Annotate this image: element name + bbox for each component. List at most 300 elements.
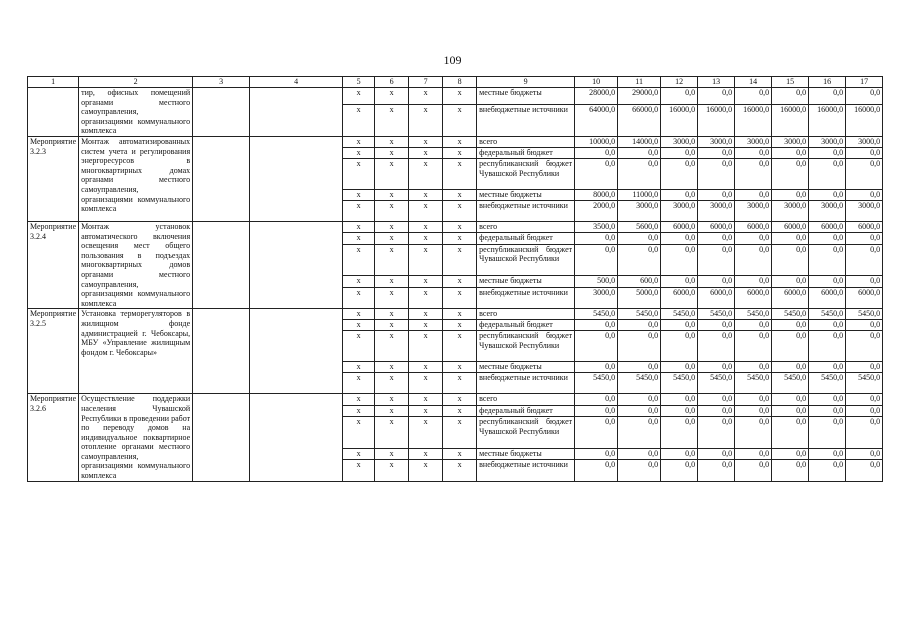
value-cell: 5450,0 [809, 373, 846, 394]
value-cell: 5450,0 [698, 309, 735, 320]
column-header: 10 [575, 77, 618, 88]
table-row [28, 309, 883, 320]
value-cell: 0,0 [735, 331, 772, 362]
code-mark-cell: x [409, 394, 443, 405]
value-cell: 0,0 [661, 460, 698, 482]
value-cell: 0,0 [698, 233, 735, 244]
funding-source-cell: республиканский бюджет Чувашской Республики [477, 416, 575, 448]
empty-cell [250, 88, 343, 137]
value-cell: 0,0 [698, 448, 735, 459]
value-cell: 0,0 [809, 158, 846, 189]
value-cell: 6000,0 [698, 287, 735, 309]
empty-cell [250, 136, 343, 221]
value-cell: 0,0 [661, 276, 698, 287]
funding-source-cell: местные бюджеты [477, 88, 575, 105]
value-cell: 0,0 [575, 244, 618, 276]
value-cell: 0,0 [809, 448, 846, 459]
code-mark-cell: x [343, 331, 375, 362]
code-mark-cell: x [375, 331, 409, 362]
code-mark-cell: x [409, 233, 443, 244]
empty-cell [250, 221, 343, 308]
description-cell: Осуществление поддержки населения Чувашской Республики в проведении работ по переводу домов на индивидуальное поквартирное отопление органами местного самоуправления, организациями коммунального комплекса [79, 394, 193, 481]
value-cell: 0,0 [735, 244, 772, 276]
column-header: 1 [28, 77, 79, 88]
value-cell: 0,0 [772, 158, 809, 189]
table-body [28, 77, 883, 482]
description-cell: Монтаж установок автоматического включения освещения мест общего пользования в подъездах многоквартирных домов органами местного самоуправления, организациями коммунального комплекса [79, 221, 193, 308]
column-header: 4 [250, 77, 343, 88]
code-mark-cell: x [443, 276, 477, 287]
value-cell: 0,0 [698, 405, 735, 416]
value-cell: 0,0 [846, 158, 883, 189]
value-cell: 6000,0 [661, 287, 698, 309]
value-cell: 500,0 [575, 276, 618, 287]
code-mark-cell: x [375, 189, 409, 200]
value-cell: 0,0 [735, 416, 772, 448]
value-cell: 0,0 [661, 362, 698, 373]
value-cell: 0,0 [846, 88, 883, 105]
value-cell: 0,0 [772, 233, 809, 244]
value-cell: 5450,0 [846, 309, 883, 320]
value-cell: 0,0 [698, 158, 735, 189]
funding-source-cell: республиканский бюджет Чувашской Республики [477, 331, 575, 362]
column-header: 8 [443, 77, 477, 88]
value-cell: 0,0 [809, 276, 846, 287]
code-mark-cell: x [343, 362, 375, 373]
value-cell: 16000,0 [735, 104, 772, 136]
code-mark-cell: x [409, 460, 443, 482]
column-header: 13 [698, 77, 735, 88]
value-cell: 5450,0 [809, 309, 846, 320]
empty-cell [193, 394, 250, 481]
code-mark-cell: x [443, 158, 477, 189]
code-mark-cell: x [343, 158, 375, 189]
code-mark-cell: x [343, 233, 375, 244]
code-mark-cell: x [375, 362, 409, 373]
code-mark-cell: x [443, 309, 477, 320]
column-header: 16 [809, 77, 846, 88]
column-header: 17 [846, 77, 883, 88]
event-cell: Мероприятие 3.2.5 [28, 309, 79, 394]
funding-source-cell: республиканский бюджет Чувашской Республики [477, 158, 575, 189]
value-cell: 5450,0 [772, 373, 809, 394]
value-cell: 0,0 [575, 233, 618, 244]
value-cell: 0,0 [698, 331, 735, 362]
value-cell: 0,0 [618, 233, 661, 244]
code-mark-cell: x [343, 416, 375, 448]
value-cell: 6000,0 [735, 221, 772, 232]
empty-cell [250, 309, 343, 394]
code-mark-cell: x [375, 88, 409, 105]
code-mark-cell: x [343, 136, 375, 147]
value-cell: 16000,0 [661, 104, 698, 136]
value-cell: 0,0 [846, 189, 883, 200]
column-header: 3 [193, 77, 250, 88]
code-mark-cell: x [343, 460, 375, 482]
value-cell: 0,0 [809, 320, 846, 331]
code-mark-cell: x [343, 287, 375, 309]
value-cell: 0,0 [772, 394, 809, 405]
value-cell: 0,0 [846, 405, 883, 416]
value-cell: 28000,0 [575, 88, 618, 105]
value-cell: 0,0 [809, 405, 846, 416]
value-cell: 0,0 [809, 460, 846, 482]
value-cell: 16000,0 [809, 104, 846, 136]
column-header: 9 [477, 77, 575, 88]
value-cell: 5450,0 [575, 309, 618, 320]
code-mark-cell: x [343, 394, 375, 405]
value-cell: 0,0 [809, 147, 846, 158]
funding-source-cell: федеральный бюджет [477, 405, 575, 416]
table-row [28, 394, 883, 405]
value-cell: 0,0 [809, 394, 846, 405]
value-cell: 8000,0 [575, 189, 618, 200]
code-mark-cell: x [375, 147, 409, 158]
code-mark-cell: x [375, 136, 409, 147]
code-mark-cell: x [343, 200, 375, 221]
funding-source-cell: республиканский бюджет Чувашской Республики [477, 244, 575, 276]
value-cell: 0,0 [661, 394, 698, 405]
code-mark-cell: x [375, 460, 409, 482]
value-cell: 0,0 [698, 147, 735, 158]
funding-source-cell: внебюджетные источники [477, 200, 575, 221]
value-cell: 0,0 [809, 233, 846, 244]
code-mark-cell: x [409, 158, 443, 189]
value-cell: 0,0 [618, 448, 661, 459]
value-cell: 0,0 [618, 405, 661, 416]
value-cell: 0,0 [618, 331, 661, 362]
value-cell: 0,0 [661, 320, 698, 331]
funding-source-cell: местные бюджеты [477, 362, 575, 373]
value-cell: 0,0 [735, 448, 772, 459]
value-cell: 6000,0 [846, 287, 883, 309]
value-cell: 0,0 [575, 331, 618, 362]
funding-source-cell: местные бюджеты [477, 189, 575, 200]
value-cell: 0,0 [772, 189, 809, 200]
value-cell: 3500,0 [575, 221, 618, 232]
value-cell: 3000,0 [698, 200, 735, 221]
value-cell: 0,0 [846, 362, 883, 373]
value-cell: 3000,0 [735, 136, 772, 147]
table-row [28, 88, 883, 105]
table-row [28, 221, 883, 232]
code-mark-cell: x [443, 405, 477, 416]
description-cell: тир, офисных помещений органами местного самоуправления, организациями коммунального комплекса [79, 88, 193, 137]
column-header: 5 [343, 77, 375, 88]
value-cell: 0,0 [575, 405, 618, 416]
value-cell: 3000,0 [772, 200, 809, 221]
value-cell: 0,0 [772, 405, 809, 416]
value-cell: 0,0 [618, 244, 661, 276]
value-cell: 5450,0 [618, 373, 661, 394]
value-cell: 0,0 [618, 460, 661, 482]
value-cell: 11000,0 [618, 189, 661, 200]
code-mark-cell: x [409, 276, 443, 287]
value-cell: 6000,0 [772, 221, 809, 232]
value-cell: 0,0 [661, 147, 698, 158]
code-mark-cell: x [443, 104, 477, 136]
column-header: 12 [661, 77, 698, 88]
value-cell: 0,0 [735, 233, 772, 244]
event-cell: Мероприятие 3.2.3 [28, 136, 79, 221]
value-cell: 0,0 [618, 394, 661, 405]
value-cell: 600,0 [618, 276, 661, 287]
code-mark-cell: x [375, 320, 409, 331]
code-mark-cell: x [443, 233, 477, 244]
value-cell: 0,0 [575, 460, 618, 482]
event-cell: Мероприятие 3.2.4 [28, 221, 79, 308]
code-mark-cell: x [443, 331, 477, 362]
value-cell: 0,0 [661, 233, 698, 244]
value-cell: 6000,0 [772, 287, 809, 309]
funding-source-cell: федеральный бюджет [477, 233, 575, 244]
budget-table [27, 76, 883, 482]
code-mark-cell: x [343, 88, 375, 105]
funding-source-cell: внебюджетные источники [477, 460, 575, 482]
value-cell: 2000,0 [575, 200, 618, 221]
code-mark-cell: x [375, 309, 409, 320]
value-cell: 0,0 [772, 448, 809, 459]
column-header: 2 [79, 77, 193, 88]
value-cell: 5450,0 [846, 373, 883, 394]
value-cell: 5600,0 [618, 221, 661, 232]
value-cell: 0,0 [772, 331, 809, 362]
code-mark-cell: x [343, 244, 375, 276]
value-cell: 5450,0 [661, 309, 698, 320]
value-cell: 3000,0 [772, 136, 809, 147]
funding-source-cell: федеральный бюджет [477, 320, 575, 331]
value-cell: 0,0 [846, 233, 883, 244]
funding-source-cell: всего [477, 309, 575, 320]
value-cell: 0,0 [735, 394, 772, 405]
funding-source-cell: всего [477, 394, 575, 405]
value-cell: 6000,0 [809, 221, 846, 232]
code-mark-cell: x [409, 362, 443, 373]
column-header: 7 [409, 77, 443, 88]
value-cell: 0,0 [809, 331, 846, 362]
value-cell: 3000,0 [809, 200, 846, 221]
value-cell: 3000,0 [575, 287, 618, 309]
code-mark-cell: x [443, 88, 477, 105]
code-mark-cell: x [443, 244, 477, 276]
value-cell: 5450,0 [698, 373, 735, 394]
code-mark-cell: x [443, 136, 477, 147]
code-mark-cell: x [409, 405, 443, 416]
empty-cell [250, 394, 343, 481]
code-mark-cell: x [375, 104, 409, 136]
value-cell: 0,0 [575, 158, 618, 189]
code-mark-cell: x [409, 136, 443, 147]
code-mark-cell: x [443, 460, 477, 482]
code-mark-cell: x [409, 416, 443, 448]
code-mark-cell: x [409, 320, 443, 331]
value-cell: 5450,0 [735, 309, 772, 320]
funding-source-cell: местные бюджеты [477, 276, 575, 287]
value-cell: 0,0 [698, 460, 735, 482]
code-mark-cell: x [443, 362, 477, 373]
code-mark-cell: x [409, 287, 443, 309]
code-mark-cell: x [375, 233, 409, 244]
funding-source-cell: внебюджетные источники [477, 373, 575, 394]
value-cell: 0,0 [735, 460, 772, 482]
code-mark-cell: x [343, 221, 375, 232]
value-cell: 3000,0 [846, 200, 883, 221]
code-mark-cell: x [375, 405, 409, 416]
value-cell: 16000,0 [846, 104, 883, 136]
code-mark-cell: x [409, 88, 443, 105]
code-mark-cell: x [409, 200, 443, 221]
value-cell: 0,0 [698, 189, 735, 200]
value-cell: 0,0 [809, 189, 846, 200]
value-cell: 0,0 [846, 394, 883, 405]
funding-source-cell: местные бюджеты [477, 448, 575, 459]
code-mark-cell: x [343, 104, 375, 136]
funding-source-cell: внебюджетные источники [477, 104, 575, 136]
code-mark-cell: x [443, 394, 477, 405]
value-cell: 0,0 [772, 460, 809, 482]
code-mark-cell: x [375, 416, 409, 448]
code-mark-cell: x [443, 287, 477, 309]
value-cell: 0,0 [846, 320, 883, 331]
code-mark-cell: x [443, 147, 477, 158]
value-cell: 66000,0 [618, 104, 661, 136]
value-cell: 0,0 [575, 320, 618, 331]
value-cell: 3000,0 [661, 200, 698, 221]
value-cell: 0,0 [809, 244, 846, 276]
value-cell: 0,0 [809, 362, 846, 373]
code-mark-cell: x [443, 320, 477, 331]
value-cell: 0,0 [575, 416, 618, 448]
code-mark-cell: x [375, 200, 409, 221]
value-cell: 0,0 [661, 416, 698, 448]
value-cell: 29000,0 [618, 88, 661, 105]
value-cell: 0,0 [661, 88, 698, 105]
code-mark-cell: x [375, 448, 409, 459]
event-cell [28, 88, 79, 137]
value-cell: 0,0 [735, 320, 772, 331]
value-cell: 0,0 [575, 448, 618, 459]
value-cell: 0,0 [698, 416, 735, 448]
code-mark-cell: x [443, 373, 477, 394]
code-mark-cell: x [343, 448, 375, 459]
code-mark-cell: x [343, 373, 375, 394]
empty-cell [193, 309, 250, 394]
value-cell: 16000,0 [772, 104, 809, 136]
value-cell: 0,0 [735, 189, 772, 200]
value-cell: 0,0 [661, 244, 698, 276]
value-cell: 0,0 [735, 276, 772, 287]
code-mark-cell: x [409, 373, 443, 394]
code-mark-cell: x [409, 147, 443, 158]
code-mark-cell: x [409, 331, 443, 362]
code-mark-cell: x [375, 158, 409, 189]
value-cell: 5000,0 [618, 287, 661, 309]
code-mark-cell: x [375, 221, 409, 232]
value-cell: 0,0 [698, 88, 735, 105]
value-cell: 3000,0 [698, 136, 735, 147]
value-cell: 14000,0 [618, 136, 661, 147]
value-cell: 0,0 [735, 147, 772, 158]
value-cell: 0,0 [846, 276, 883, 287]
empty-cell [193, 88, 250, 137]
value-cell: 0,0 [575, 394, 618, 405]
value-cell: 0,0 [735, 158, 772, 189]
value-cell: 6000,0 [809, 287, 846, 309]
empty-cell [193, 221, 250, 308]
value-cell: 0,0 [618, 158, 661, 189]
page-number: 109 [443, 53, 462, 67]
value-cell: 3000,0 [809, 136, 846, 147]
value-cell: 0,0 [772, 244, 809, 276]
value-cell: 0,0 [846, 244, 883, 276]
value-cell: 0,0 [575, 362, 618, 373]
value-cell: 16000,0 [698, 104, 735, 136]
empty-cell [193, 136, 250, 221]
value-cell: 0,0 [661, 405, 698, 416]
value-cell: 0,0 [661, 189, 698, 200]
code-mark-cell: x [343, 309, 375, 320]
description-cell: Монтаж автоматизированных систем учета и регулирования энергоресурсов в многоквартирных домах органами местного самоуправления, организациями коммунального комплекса [79, 136, 193, 221]
code-mark-cell: x [409, 309, 443, 320]
value-cell: 0,0 [772, 88, 809, 105]
value-cell: 0,0 [846, 416, 883, 448]
value-cell: 0,0 [809, 88, 846, 105]
value-cell: 0,0 [772, 362, 809, 373]
funding-source-cell: федеральный бюджет [477, 147, 575, 158]
value-cell: 0,0 [618, 416, 661, 448]
value-cell: 6000,0 [698, 221, 735, 232]
value-cell: 0,0 [772, 320, 809, 331]
value-cell: 0,0 [698, 244, 735, 276]
value-cell: 6000,0 [661, 221, 698, 232]
table-row [28, 136, 883, 147]
funding-source-cell: внебюджетные источники [477, 287, 575, 309]
value-cell: 0,0 [846, 147, 883, 158]
code-mark-cell: x [343, 405, 375, 416]
value-cell: 0,0 [661, 448, 698, 459]
value-cell: 6000,0 [735, 287, 772, 309]
value-cell: 6000,0 [846, 221, 883, 232]
value-cell: 5450,0 [575, 373, 618, 394]
value-cell: 64000,0 [575, 104, 618, 136]
value-cell: 0,0 [698, 394, 735, 405]
value-cell: 5450,0 [735, 373, 772, 394]
code-mark-cell: x [375, 276, 409, 287]
code-mark-cell: x [409, 244, 443, 276]
code-mark-cell: x [443, 200, 477, 221]
code-mark-cell: x [409, 104, 443, 136]
value-cell: 10000,0 [575, 136, 618, 147]
value-cell: 0,0 [809, 416, 846, 448]
value-cell: 0,0 [661, 331, 698, 362]
code-mark-cell: x [343, 276, 375, 287]
value-cell: 0,0 [846, 331, 883, 362]
column-header: 14 [735, 77, 772, 88]
value-cell: 3000,0 [735, 200, 772, 221]
value-cell: 0,0 [618, 362, 661, 373]
code-mark-cell: x [375, 394, 409, 405]
value-cell: 5450,0 [772, 309, 809, 320]
code-mark-cell: x [375, 244, 409, 276]
value-cell: 0,0 [618, 320, 661, 331]
value-cell: 5450,0 [618, 309, 661, 320]
code-mark-cell: x [343, 189, 375, 200]
value-cell: 0,0 [735, 88, 772, 105]
event-cell: Мероприятие 3.2.6 [28, 394, 79, 481]
funding-source-cell: всего [477, 136, 575, 147]
value-cell: 0,0 [661, 158, 698, 189]
code-mark-cell: x [409, 448, 443, 459]
